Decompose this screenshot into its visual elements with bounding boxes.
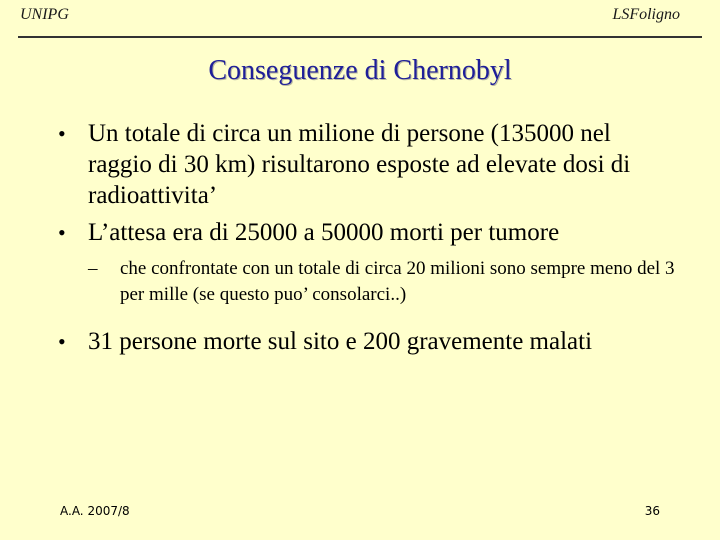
footer-year: A.A. 2007/8 <box>60 504 130 518</box>
bullet-text: 31 persone morte sul sito e 200 gravemente malati <box>88 328 593 355</box>
bullet-text: L’attesa era di 25000 a 50000 morti per tumore <box>88 219 560 246</box>
bullet-text: Un totale di circa un milione di persone (135000 nel raggio di 30 km) risultarono esposte ad elevate dosi di radioattivita’ <box>88 120 631 209</box>
bullet-marker: • <box>58 220 66 245</box>
sub-bullet-marker: – <box>88 258 98 279</box>
header-left-label: UNIPG <box>20 6 69 23</box>
sub-bullet-item <box>88 256 678 308</box>
header-divider <box>18 36 702 38</box>
bullet-item-1 <box>58 118 678 211</box>
sub-bullet-text: che confrontate con un totale di circa 20 milioni sono sempre meno del 3 per mille (se questo puo’ consolarci..) <box>120 258 675 305</box>
bullet-marker: • <box>58 121 66 146</box>
bullet-item-3 <box>58 326 678 357</box>
bullet-marker: • <box>58 329 66 354</box>
slide-title: Conseguenze di Chernobyl <box>208 55 512 86</box>
page-number: 36 <box>644 504 660 518</box>
slide-content <box>58 118 678 363</box>
bullet-item-2 <box>58 217 678 248</box>
header-right-label: LSFoligno <box>612 6 680 23</box>
